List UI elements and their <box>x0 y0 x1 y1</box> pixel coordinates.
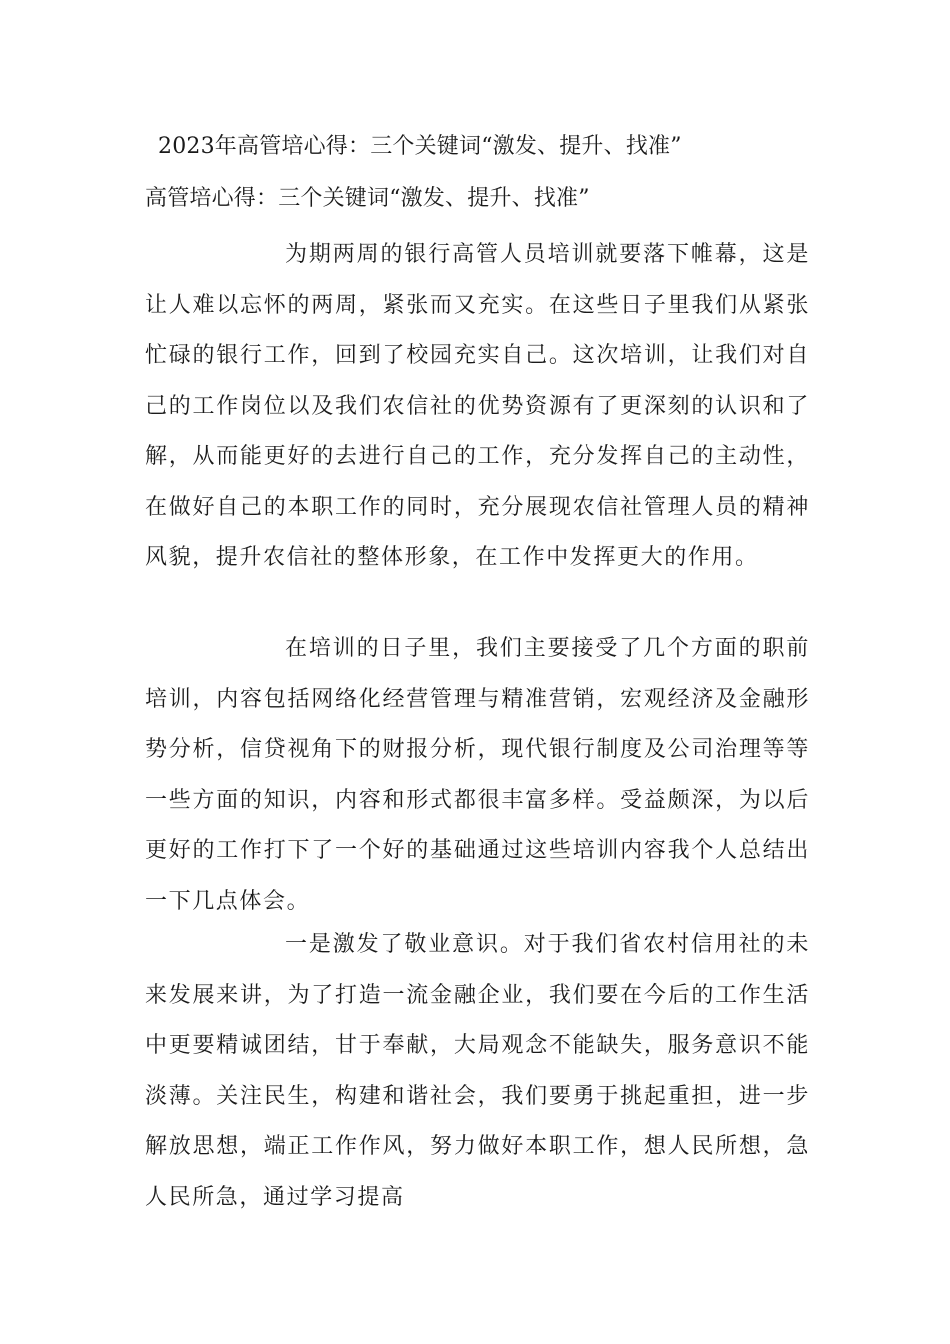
paragraph-2: 在培训的日子里，我们主要接受了几个方面的职前培训，内容包括网络化经营管理与精准营销，宏观经济及金融形势分析，信贷视角下的财报分析，现代银行制度及公司治理等等一些方面的知识，内容和形式都很丰富多样。受益颇深，为以后更好的工作打下了一个好的基础通过这些培训内容我个人总结出一下几点体会。 <box>145 636 810 914</box>
document-title-line-2: 高管培心得：三个关键词“激发、提升、找准” <box>145 186 590 211</box>
paragraph-3: 一是激发了敬业意识。对于我们省农村信用社的未来发展来讲，为了打造一流金融企业，我们要在今后的工作生活中更要精诚团结，甘于奉献，大局观念不能缺失，服务意识不能淡薄。关注民生，构建和谐社会，我们要勇于挑起重担，进一步解放思想，端正工作作风，努力做好本职工作，想人民所想，急人民所急，通过学习提高 <box>145 932 810 1210</box>
document-title-line-1: 2023年高管培心得：三个关键词“激发、提升、找准” <box>158 134 682 159</box>
paragraph-1: 为期两周的银行高管人员培训就要落下帷幕，这是让人难以忘怀的两周，紧张而又充实。在这些日子里我们从紧张忙碌的银行工作，回到了校园充实自己。这次培训，让我们对自己的工作岗位以及我们农信社的优势资源有了更深刻的认识和了解，从而能更好的去进行自己的工作，充分发挥自己的主动性，在做好自己的本职工作的同时，充分展现农信社管理人员的精神风貌，提升农信社的整体形象，在工作中发挥更大的作用。 <box>145 242 810 570</box>
